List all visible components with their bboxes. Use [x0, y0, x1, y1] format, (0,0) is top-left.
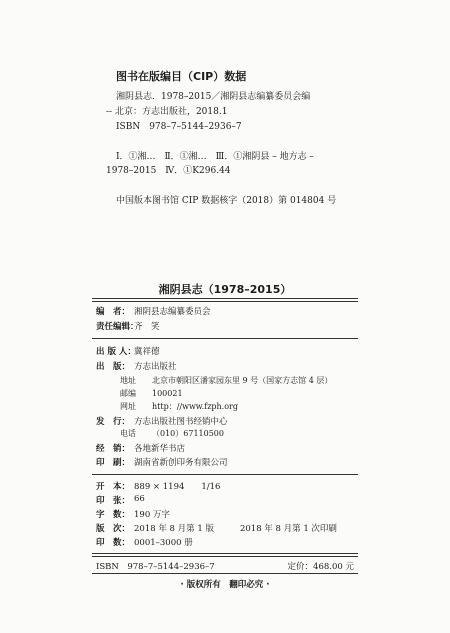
sheets-value: 66: [134, 494, 145, 504]
phone-value: （010）67110500: [152, 429, 224, 438]
isbn-price-row: [96, 560, 354, 572]
cip-line-class: Ⅰ．①湘… Ⅱ．①湘… Ⅲ．①湘阴县 – 地方志 –: [116, 152, 314, 162]
cip-line-title: 湘阴县志．1978–2015／湘阴县志编纂委员会编: [116, 92, 311, 102]
format-value: 889 × 1194 1/16: [134, 482, 221, 492]
seller-label: 经 销：: [96, 444, 131, 454]
print-run-value: 0001–3000 册: [134, 538, 193, 548]
postcode-label: 邮编: [120, 389, 136, 398]
printer-row: [96, 456, 228, 468]
cip-heading: 图书在版编目（CIP）数据: [116, 70, 247, 83]
impression-value: 2018 年 8 月第 1 次印刷: [239, 524, 337, 534]
sheets-label: 印 张：: [96, 496, 131, 506]
edition-row: [96, 522, 337, 534]
editor-rule: [92, 338, 358, 339]
rights-notice: · 版权所有 翻印必究 ·: [180, 580, 270, 590]
resp-editor-value: 齐 笑: [134, 322, 160, 332]
address-row: [120, 375, 332, 386]
book-title: 湘阴县志（1978–2015）: [158, 283, 292, 296]
postcode-row: [120, 388, 183, 399]
website-label: 网址: [120, 402, 136, 411]
price-rule: [92, 573, 358, 574]
print-run-row: [96, 536, 193, 548]
address-value: 北京市朝阳区潘家园东里 9 号（国家方志馆 4 层）: [152, 376, 333, 385]
words-value: 190 万字: [134, 510, 170, 520]
printer-label: 印 刷：: [96, 458, 131, 468]
words-label: 字 数：: [96, 510, 131, 520]
edition-label: 版 次：: [96, 524, 131, 534]
sheets-row: [96, 494, 145, 506]
editor-value: 湘阴县志编纂委员会: [134, 307, 211, 317]
distributor-value: 方志出版社图书经销中心: [134, 417, 228, 427]
publisher-person-value: 冀祥德: [134, 347, 160, 357]
publisher-row: [96, 360, 177, 372]
print-rule: [92, 474, 358, 475]
resp-editor-row: [96, 320, 160, 332]
publisher-person-label: 出 版 人：: [96, 347, 136, 357]
editor-row: [96, 305, 211, 317]
spec-rule: [92, 553, 358, 557]
address-label: 地址: [120, 376, 136, 385]
editor-label: 编 者：: [96, 307, 131, 317]
publisher-value: 方志出版社: [134, 362, 177, 372]
resp-editor-label: 责任编辑：: [96, 322, 139, 332]
phone-label: 电话: [120, 429, 136, 438]
cip-line-publisher: -- 北京：方志出版社，2018.1: [106, 107, 228, 117]
format-row: [96, 480, 220, 492]
edition-value: 2018 年 8 月第 1 版: [134, 524, 214, 534]
publisher-label: 出 版：: [96, 362, 131, 372]
price-value: 定价：468.00 元: [287, 562, 354, 572]
words-row: [96, 508, 170, 520]
cip-line-class-cont: 1978–2015 Ⅳ．①K296.44: [106, 166, 231, 176]
website-row: [120, 401, 238, 412]
distributor-label: 发 行：: [96, 417, 131, 427]
cip-line-record: 中国版本图书馆 CIP 数据核字（2018）第 014804 号: [116, 196, 337, 206]
website-value: http：//www.fzph.org: [152, 402, 238, 411]
title-rule: [92, 298, 358, 302]
print-run-label: 印 数：: [96, 538, 131, 548]
format-label: 开 本：: [96, 482, 131, 492]
distributor-row: [96, 415, 228, 427]
seller-row: [96, 442, 185, 454]
isbn-value: ISBN 978–7–5144–2936–7: [96, 562, 215, 572]
printer-value: 湖南省新创印务有限公司: [134, 458, 228, 468]
postcode-value: 100021: [152, 389, 183, 398]
publisher-person-row: [96, 345, 160, 357]
phone-row: [120, 428, 224, 439]
cip-line-isbn: ISBN 978–7–5144–2936–7: [116, 122, 242, 132]
seller-value: 各地新华书店: [134, 444, 186, 454]
